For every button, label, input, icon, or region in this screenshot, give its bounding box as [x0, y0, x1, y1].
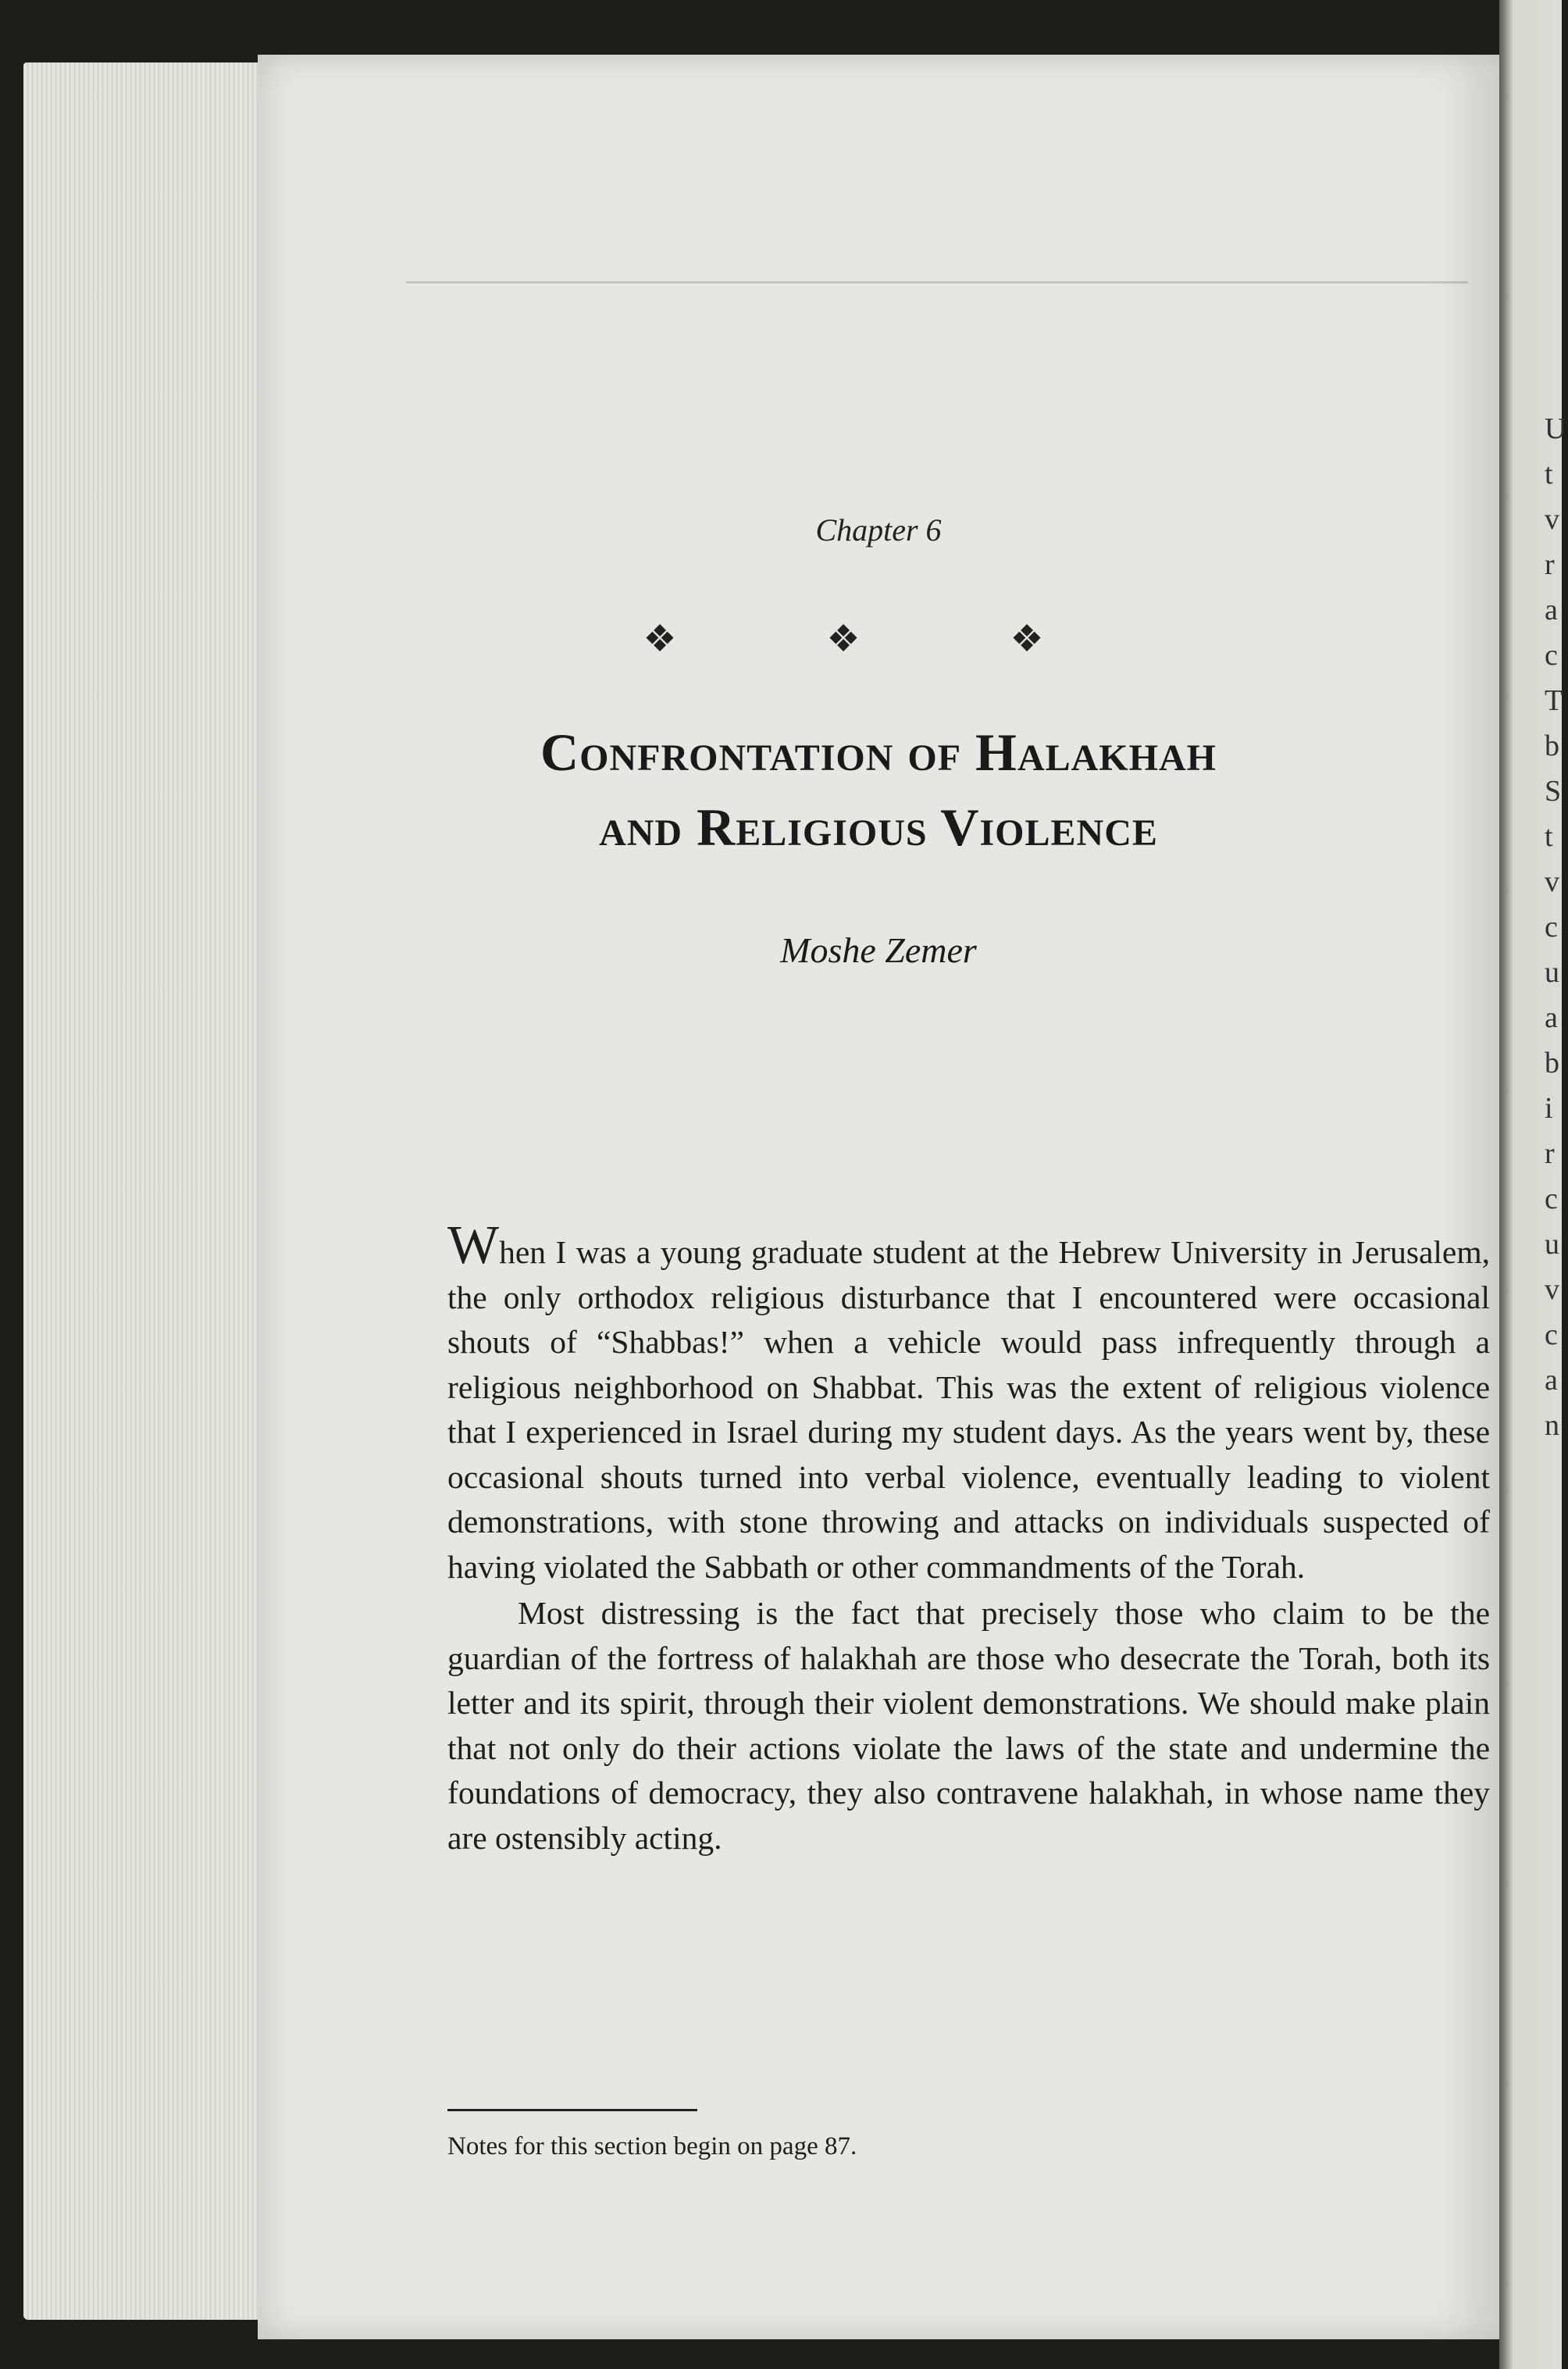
body-text — [447, 1215, 1490, 1861]
facing-page-letter: t — [1545, 820, 1553, 853]
facing-page-letter: v — [1545, 865, 1559, 898]
facing-page-letter: i — [1545, 1092, 1553, 1125]
facing-page-letter: U — [1545, 412, 1566, 445]
facing-page-letter: a — [1545, 594, 1558, 626]
chapter-label: Chapter 6 — [815, 512, 942, 548]
facing-page-letters — [1545, 406, 1568, 1448]
facing-page-letter: t — [1545, 458, 1553, 491]
paragraph-1 — [447, 1215, 1490, 1589]
book-page — [258, 55, 1499, 2339]
chapter-title — [258, 715, 1499, 865]
page-stack-edges — [23, 62, 289, 2320]
paragraph-1-text: hen I was a young graduate student at the Hebrew University in Jerusalem, the only orthodox religious disturbance that I encountered were occasional shouts of “Shabbas!” when a vehicle would pass infrequently through a religious neighborhood on Shabbat. This was the extent of religious violence that I experienced in Israel during my student days. As the years went by, these occasional shouts turned into verbal violence, eventually leading to violent demonstrations, with stone throwing and attacks on individuals suspected of having violated the Sabbath or other commandments of the Torah. — [447, 1234, 1490, 1585]
facing-page-letter: u — [1545, 1228, 1559, 1261]
author-name: Moshe Zemer — [780, 930, 977, 970]
facing-page-letter: a — [1545, 1364, 1558, 1397]
facing-page-letter: v — [1545, 1273, 1559, 1306]
facing-page-letter: b — [1545, 730, 1559, 762]
bleed-through-header — [406, 234, 1468, 284]
facing-page-letter: r — [1545, 1137, 1555, 1170]
facing-page-letter: r — [1545, 548, 1555, 581]
chapter-title-line-1: Confrontation of Halakhah — [540, 722, 1217, 782]
facing-page-letter: c — [1545, 911, 1558, 944]
footnote: Notes for this section begin on page 87. — [447, 2132, 857, 2160]
facing-page-letter: u — [1545, 956, 1559, 989]
ornament-divider: ❖ ❖ ❖ — [643, 619, 1114, 660]
drop-cap: W — [447, 1215, 500, 1275]
facing-page-letter: T — [1545, 684, 1563, 717]
chapter-title-line-2: and Religious Violence — [599, 797, 1158, 857]
paragraph-2: Most distressing is the fact that precisely those who claim to be the guardian of the fortress of halakhah are those who desecrate the Torah, both its letter and its spirit, through their violent demonstrations. We should make plain that not only do their actions violate the laws of the state and undermine the foundations of democracy, they also contravene halakhah, in whose name they are ostensibly acting. — [447, 1595, 1490, 1856]
facing-page-letter: c — [1545, 1318, 1558, 1351]
facing-page-letter: c — [1545, 1183, 1558, 1215]
facing-page-letter: v — [1545, 503, 1559, 536]
facing-page-letter: n — [1545, 1409, 1559, 1442]
facing-page-letter: b — [1545, 1047, 1559, 1079]
facing-page-letter: a — [1545, 1001, 1558, 1034]
footnote-rule — [447, 2109, 697, 2111]
facing-page-letter: S — [1545, 775, 1562, 808]
facing-page-letter: c — [1545, 639, 1558, 672]
